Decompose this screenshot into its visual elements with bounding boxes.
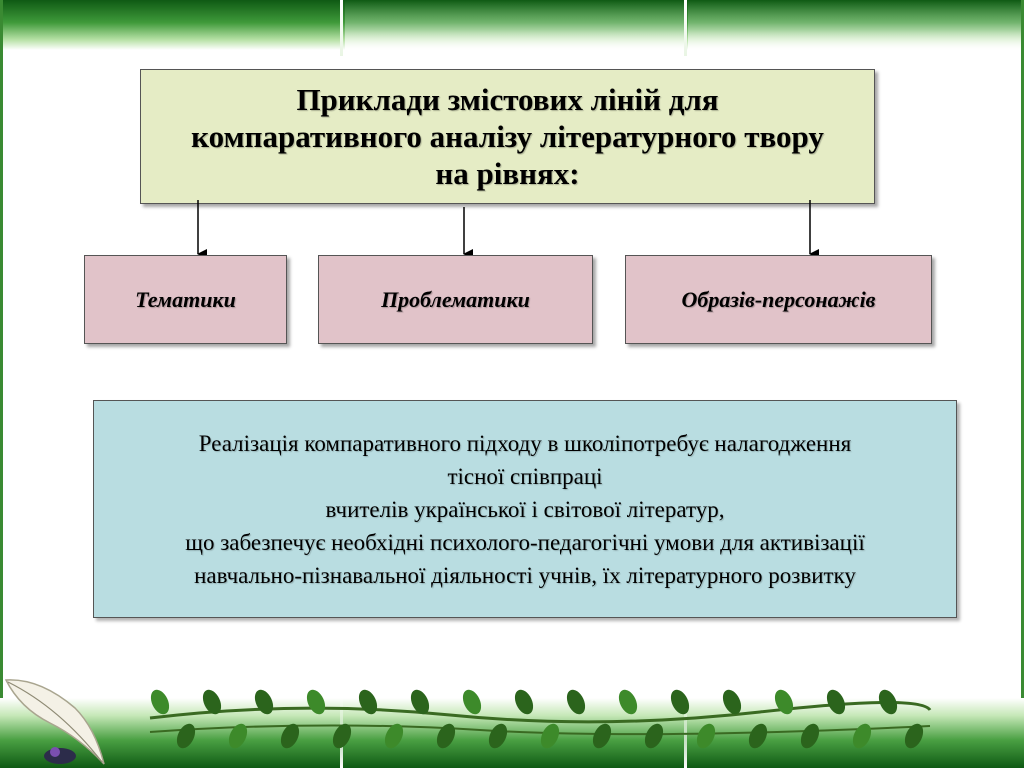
info-line: вчителів української і світової літератур, bbox=[325, 496, 725, 522]
info-line: що забезпечує необхідні психолого-педагогічні умови для активізації bbox=[185, 529, 865, 555]
top-banner-segment bbox=[688, 0, 1024, 50]
vine-leaf bbox=[355, 687, 380, 717]
vine-leaf bbox=[641, 721, 666, 751]
vine-leaf bbox=[537, 721, 562, 751]
vine-leaf bbox=[303, 687, 328, 717]
level-box-problems bbox=[318, 255, 593, 344]
top-banner bbox=[0, 0, 1024, 50]
title-line: на рівнях: bbox=[435, 156, 580, 191]
vine-leaf bbox=[563, 687, 588, 717]
level-label: Образів-персонажів bbox=[681, 286, 876, 312]
top-banner-segment bbox=[345, 0, 685, 50]
vine-leaves bbox=[0, 640, 1024, 768]
level-box-characters bbox=[625, 255, 932, 344]
vine-leaf bbox=[745, 721, 770, 751]
info-line: Реалізація компаративного підходу в школіпотребує налагодження bbox=[198, 430, 852, 456]
vine-leaf bbox=[849, 721, 874, 751]
vine-leaf bbox=[147, 687, 172, 717]
quill-icon bbox=[0, 668, 110, 768]
info-line: тісної співпраці bbox=[447, 463, 603, 489]
level-label: Проблематики bbox=[381, 286, 530, 312]
vine-leaf bbox=[251, 687, 276, 717]
vine-leaf bbox=[615, 687, 640, 717]
vine-leaf bbox=[693, 721, 718, 751]
vine-leaf bbox=[823, 687, 848, 717]
title-line: Приклади змістових ліній для bbox=[296, 82, 719, 117]
vine-leaf bbox=[485, 721, 510, 751]
top-banner-divider bbox=[684, 0, 687, 56]
vine-leaf bbox=[225, 721, 250, 751]
vine-leaf bbox=[771, 687, 796, 717]
vine-leaf bbox=[173, 721, 198, 751]
vine-leaf bbox=[797, 721, 822, 751]
vine-leaf bbox=[667, 687, 692, 717]
title-line: компаративного аналізу літературного твору bbox=[191, 119, 824, 154]
title-box bbox=[140, 69, 875, 204]
vine-leaf bbox=[589, 721, 614, 751]
top-banner-divider bbox=[340, 0, 343, 56]
level-label: Тематики bbox=[135, 286, 236, 312]
level-box-themes bbox=[84, 255, 287, 344]
vine-leaf bbox=[433, 721, 458, 751]
info-line: навчально-пізнавальної діяльності учнів, їх літературного розвитку bbox=[194, 562, 856, 588]
page-title bbox=[191, 81, 824, 192]
vine-leaf bbox=[511, 687, 536, 717]
vine-leaf bbox=[459, 687, 484, 717]
info-box bbox=[93, 400, 957, 618]
